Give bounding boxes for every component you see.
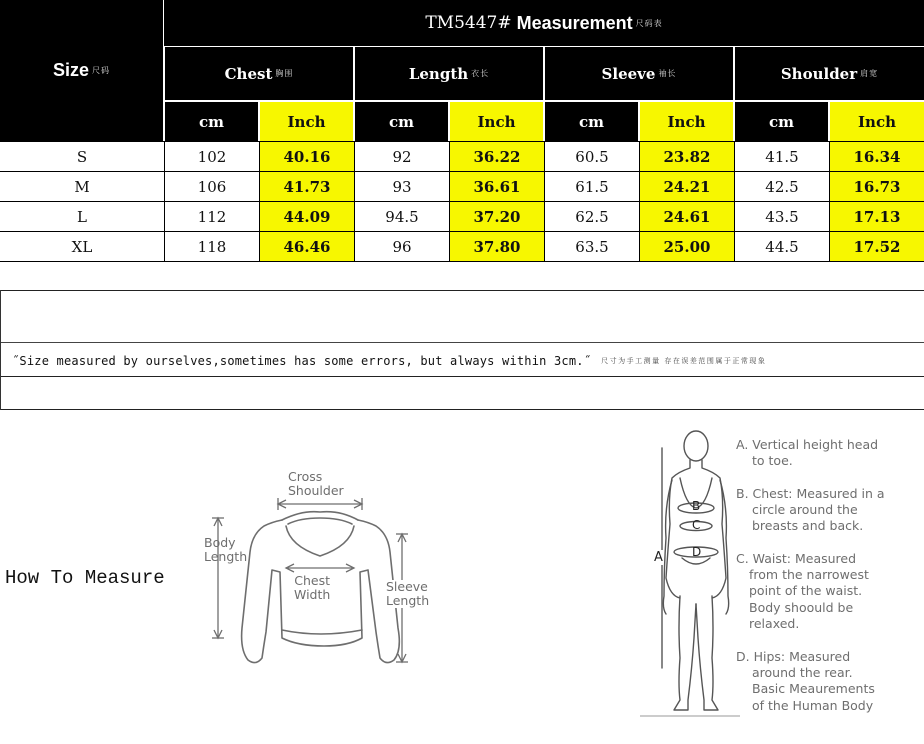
label-line: Body <box>204 535 236 550</box>
size-header-label: Size <box>52 60 90 80</box>
table-divider <box>734 141 735 261</box>
table-divider <box>0 201 924 202</box>
legend-line: to toe. <box>752 453 793 469</box>
label-line: Cross <box>288 469 323 484</box>
column-name: Chest <box>224 64 273 83</box>
table-title <box>164 0 924 46</box>
body-letter-d: D <box>692 545 702 559</box>
table-cell: 41.73 <box>260 172 354 201</box>
table-divider <box>354 141 355 261</box>
table-cell: 92 <box>392 147 412 166</box>
column-name: Length <box>408 64 469 83</box>
table-row-size: L <box>77 207 87 226</box>
table-divider <box>829 141 830 261</box>
legend-d <box>736 649 875 714</box>
label-line: Length <box>204 549 248 564</box>
column-name: Sleeve <box>601 64 656 83</box>
table-cell: 63.5 <box>575 237 609 256</box>
legend-line: C. Waist: Measured <box>736 551 857 566</box>
legend-line: circle around the <box>752 502 858 518</box>
table-cell: 42.5 <box>765 177 799 196</box>
legend-line: relaxed. <box>749 615 800 631</box>
table-cell: 16.73 <box>830 172 924 201</box>
table-divider <box>164 141 165 261</box>
section-divider <box>0 342 924 343</box>
title-tiny: 尺码表 <box>635 18 663 28</box>
note-text: ˝Size measured by ourselves,sometimes has some errors, but always within 3cm.˝ <box>12 354 592 368</box>
label-body-length <box>204 536 247 564</box>
table-cell: 40.16 <box>260 142 354 171</box>
size-header-tiny: 尺码 <box>92 66 111 75</box>
body-letter-a: A <box>654 550 663 565</box>
how-to-measure-title: How To Measure <box>5 567 165 589</box>
unit-inch: Inch <box>640 102 733 141</box>
legend-line: Body shoould be <box>749 599 854 615</box>
table-cell: 94.5 <box>385 207 419 226</box>
table-cell: 44.5 <box>765 237 799 256</box>
legend-a <box>736 437 878 469</box>
table-cell: 43.5 <box>765 207 799 226</box>
title-measurement: Measurement <box>511 12 633 33</box>
table-cell: 17.13 <box>830 202 924 231</box>
table-cell: 17.52 <box>830 232 924 261</box>
table-cell: 93 <box>392 177 412 196</box>
legend-line: A. Vertical height head <box>736 437 879 452</box>
column-tiny: 肩宽 <box>860 69 879 78</box>
table-row-size: XL <box>71 237 93 256</box>
label-line: Shoulder <box>288 483 344 498</box>
unit-inch: Inch <box>450 102 543 141</box>
legend-line: Basic Meaurements <box>752 681 875 697</box>
table-cell: 96 <box>392 237 412 256</box>
human-body-diagram <box>640 428 740 720</box>
table-cell: 112 <box>197 207 227 226</box>
body-letter-b: B <box>692 499 701 513</box>
unit-cm: cm <box>735 102 828 141</box>
column-header-chest <box>165 47 353 100</box>
label-line: Sleeve <box>386 579 428 594</box>
table-cell: 44.09 <box>260 202 354 231</box>
table-divider <box>0 231 924 232</box>
table-divider <box>0 171 924 172</box>
section-divider <box>0 290 924 291</box>
legend-line: breasts and back. <box>752 518 864 534</box>
table-divider <box>639 141 640 261</box>
unit-cm: cm <box>545 102 638 141</box>
unit-inch: Inch <box>260 102 353 141</box>
table-divider <box>544 141 545 261</box>
column-name: Shoulder <box>780 64 858 83</box>
label-sleeve-length <box>386 580 429 608</box>
label-line: Chest <box>294 573 331 588</box>
table-row-size: S <box>76 147 88 166</box>
unit-inch: Inch <box>830 102 924 141</box>
table-cell: 62.5 <box>575 207 609 226</box>
measurement-note <box>12 352 924 370</box>
legend-b <box>736 486 885 535</box>
label-line: Length <box>386 593 430 608</box>
legend-line: of the Human Body <box>752 697 874 713</box>
table-cell: 118 <box>197 237 227 256</box>
legend-line: point of the waist. <box>749 583 863 599</box>
table-cell: 37.80 <box>450 232 544 261</box>
table-divider <box>259 141 260 261</box>
table-cell: 25.00 <box>640 232 734 261</box>
title-code: TM5447# <box>425 13 512 33</box>
legend-c <box>736 551 869 632</box>
legend-line: B. Chest: Measured in a <box>736 486 885 501</box>
unit-cm: cm <box>355 102 448 141</box>
table-cell: 106 <box>197 177 227 196</box>
table-cell: 36.22 <box>450 142 544 171</box>
legend-line: around the rear. <box>752 665 853 681</box>
table-cell: 46.46 <box>260 232 354 261</box>
table-cell: 37.20 <box>450 202 544 231</box>
label-line: Width <box>294 587 331 602</box>
legend-line: from the narrowest <box>749 567 869 583</box>
column-tiny: 袖长 <box>658 69 677 78</box>
label-chest-width <box>294 574 330 602</box>
table-row-size: M <box>74 177 90 196</box>
table-cell: 23.82 <box>640 142 734 171</box>
column-header-shoulder <box>735 47 924 100</box>
table-cell: 60.5 <box>575 147 609 166</box>
table-cell: 36.61 <box>450 172 544 201</box>
table-divider <box>0 261 924 262</box>
label-cross-shoulder <box>288 470 344 498</box>
size-header-cell <box>0 0 163 141</box>
table-divider <box>449 141 450 261</box>
column-header-sleeve <box>545 47 733 100</box>
column-tiny: 衣长 <box>471 69 490 78</box>
column-tiny: 胸围 <box>275 69 294 78</box>
table-cell: 16.34 <box>830 142 924 171</box>
section-divider <box>0 290 1 410</box>
unit-cm: cm <box>165 102 258 141</box>
table-cell: 41.5 <box>765 147 799 166</box>
table-cell: 102 <box>197 147 227 166</box>
section-divider <box>0 376 924 377</box>
table-cell: 61.5 <box>575 177 609 196</box>
column-header-length <box>355 47 543 100</box>
legend-line: D. Hips: Measured <box>736 649 851 664</box>
table-divider <box>0 141 924 142</box>
section-divider <box>0 409 924 410</box>
note-tiny: 尺寸为手工测量 存在误差范围属于正常现象 <box>601 357 767 365</box>
body-letter-c: C <box>692 518 701 532</box>
table-cell: 24.21 <box>640 172 734 201</box>
table-cell: 24.61 <box>640 202 734 231</box>
